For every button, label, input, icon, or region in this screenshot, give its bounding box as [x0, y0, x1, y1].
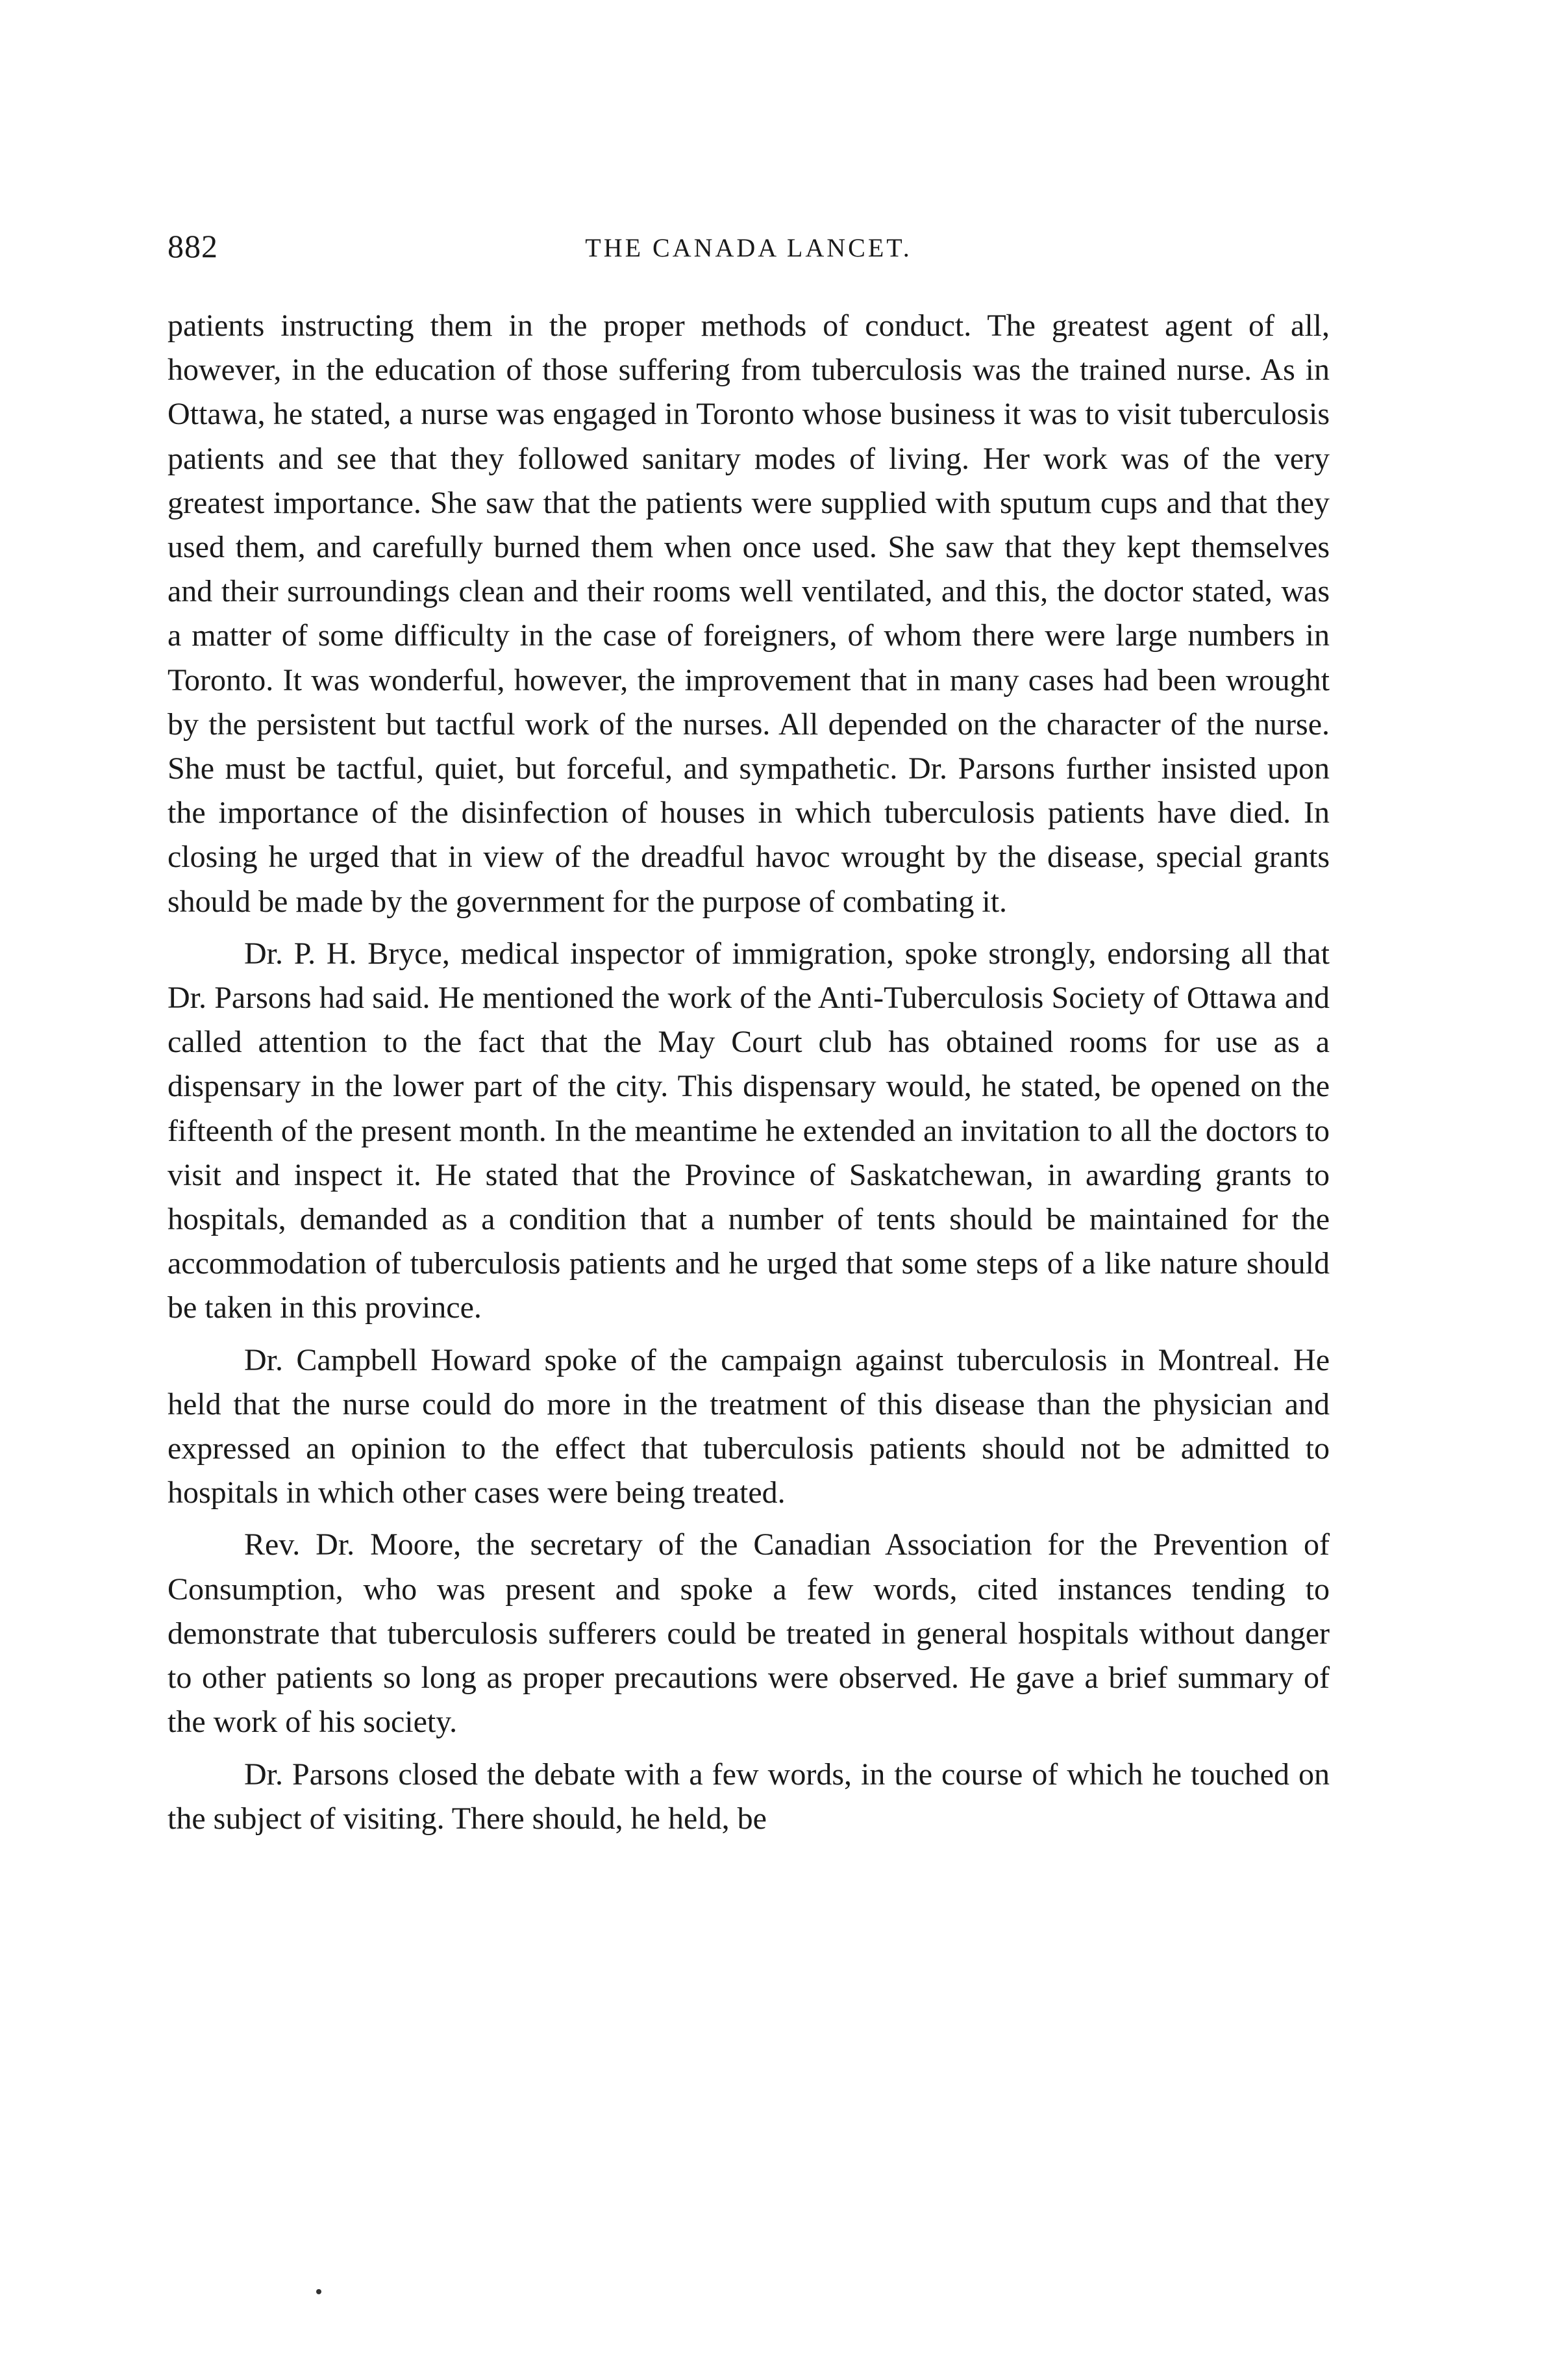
- ink-speck: [316, 2289, 321, 2294]
- article-body: [168, 304, 1330, 1841]
- paragraph-5: Dr. Parsons closed the debate with a few words, in the course of which he touched on the subject of visiting. There should, he held, be: [168, 1757, 1330, 1836]
- page-number: 882: [168, 228, 218, 264]
- paragraph-3: Dr. Campbell Howard spoke of the campaign against tuberculosis in Montreal. He held that the nurse could do more in the treatment of this disease than the physician and expressed an opinion to the effect that tuberculosis patients should not be admitted to hospitals in which other cases were being treated.: [168, 1342, 1330, 1510]
- paragraph-4: Rev. Dr. Moore, the secretary of the Canadian Association for the Prevention of Consumption, who was present and spoke a few words, cited instances tending to demonstrate that tuberculosis sufferers could be treated in general hospitals without danger to other patients so long as proper precautions were observed. He gave a brief summary of the work of his society.: [168, 1527, 1330, 1740]
- page-header: [168, 227, 1330, 279]
- paragraph-1: patients instructing them in the proper methods of conduct. The greatest agent of all, however, in the education of those suffering from tuberculosis was the trained nurse. As in Ottawa, he stated, a nurse was engaged in Toronto whose business it was to visit tuberculosis patients and see that they followed sanitary modes of living. Her work was of the very greatest importance. She saw that the patients were supplied with sputum cups and that they used them, and carefully burned them when once used. She saw that they kept themselves and their surroundings clean and their rooms well ventilated, and this, the doctor stated, was a matter of some difficulty in the case of foreigners, of whom there were large numbers in Toronto. It was wonderful, however, the improvement that in many cases had been wrought by the persistent but tactful work of the nurses. All depended on the character of the nurse. She must be tactful, quiet, but forceful, and sympathetic. Dr. Parsons further insisted upon the importance of the disinfection of houses in which tuberculosis patients have died. In closing he urged that in view of the dreadful havoc wrought by the disease, special grants should be made by the government for the purpose of combating it.: [168, 308, 1330, 919]
- running-head: THE CANADA LANCET.: [585, 233, 912, 262]
- paragraph-2: Dr. P. H. Bryce, medical inspector of immigration, spoke strongly, endorsing all that Dr. Parsons had said. He mentioned the work of the Anti-Tuberculosis Society of Ottawa and called attention to the fact that the May Court club has obtained rooms for use as a dispensary in the lower part of the city. This dispensary would, he stated, be opened on the fifteenth of the present month. In the meantime he extended an invitation to all the doctors to visit and inspect it. He stated that the Province of Saskatchewan, in awarding grants to hospitals, demanded as a condition that a number of tents should be maintained for the accommodation of tuberculosis patients and he urged that some steps of a like nature should be taken in this province.: [168, 936, 1330, 1325]
